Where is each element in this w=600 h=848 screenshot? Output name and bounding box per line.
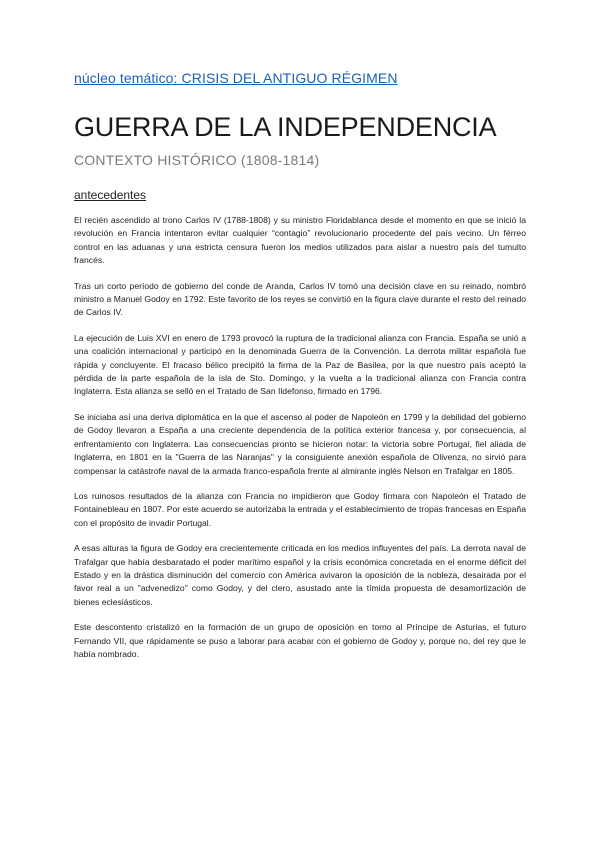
paragraph: A esas alturas la figura de Godoy era crecientemente criticada en los medios influyentes del país. La derrota naval de Trafalgar que había desbaratado el poder marítimo español y la crisis económica concretada en el enorme déficit del Estado y en la drástica disminución del comercio con América avivaron la oposición de la nobleza, desairada por el favor real a un "advenedizo" como Godoy, y del clero, asustado ante la tímida propuesta de desamortización de bienes eclesiásticos. xyxy=(74,543,526,607)
page-title: GUERRA DE LA INDEPENDENCIA xyxy=(74,112,497,142)
paragraph: Tras un corto período de gobierno del conde de Aranda, Carlos IV tomó una decisión clave en su reinado, nombró ministro a Manuel Godoy en 1792. Este favorito de los reyes se convirtió en la figura clave durante el resto del reinado de Carlos IV. xyxy=(74,280,526,318)
paragraph: Los ruinosos resultados de la alianza con Francia no impidieron que Godoy firmara con Napoleón el Tratado de Fontainebleau en 1807. Por este acuerdo se autorizaba la entrada y el establecimiento de tropas francesas en España con el propósito de invadir Portugal. xyxy=(74,490,526,528)
paragraph: Este descontento cristalizó en la formación de un grupo de oposición en torno al Príncipe de Asturias, el futuro Fernando VII, que rápidamente se puso a laborar para acabar con el gobierno de Godoy y, porque no, del rey que le había nombrado. xyxy=(74,622,526,659)
page-subtitle: CONTEXTO HISTÓRICO (1808-1814) xyxy=(74,152,320,168)
paragraph: Se iniciaba así una deriva diplomática en la que el ascenso al poder de Napoleón en 1799 y la debilidad del gobierno de Godoy llevaron a España a una creciente dependencia de la política exterior francesa y, por consecuencia, al enfrentamiento con Inglaterra. Las consecuencias pronto se hicieron notar: la victoria sobre Portugal, fiel aliada de Inglaterra, en 1801 en la "Guerra de las Naranjas" y la consiguiente anexión española de Olivenza, no sirvió para compensar la catástrofe naval de la armada franco-española frente al almirante inglés Nelson en Trafalgar en 1805. xyxy=(74,411,526,476)
topic-link[interactable]: núcleo temático: CRISIS DEL ANTIGUO RÉGIMEN xyxy=(74,70,398,86)
paragraph: El recién ascendido al trono Carlos IV (1788-1808) y su ministro Floridablanca desde el momento en que se inició la revolución en Francia intentaron evitar cualquier “contagio” revolucionario procedente del país vecino. Un férreo control en las aduanas y una estricta censura fueron los medios utilizados para aislar a nuestro país del tumulto francés. xyxy=(74,215,526,266)
section-heading: antecedentes xyxy=(74,188,147,202)
paragraph: La ejecución de Luis XVI en enero de 1793 provocó la ruptura de la tradicional alianza con Francia. España se unió a una coalición internacional y participó en la denominada Guerra de la Convención. La derrota militar española fue rápida y concluyente. El fracaso bélico precipitó la firma de la Paz de Basilea, por la que nuestro país aceptó la pérdida de la parte española de la isla de Sto. Domingo, y la vuelta a la tradicional alianza con Francia contra Inglaterra. Esta alianza se selló en el Tratado de San Ildefonso, firmado en 1796. xyxy=(74,332,526,397)
